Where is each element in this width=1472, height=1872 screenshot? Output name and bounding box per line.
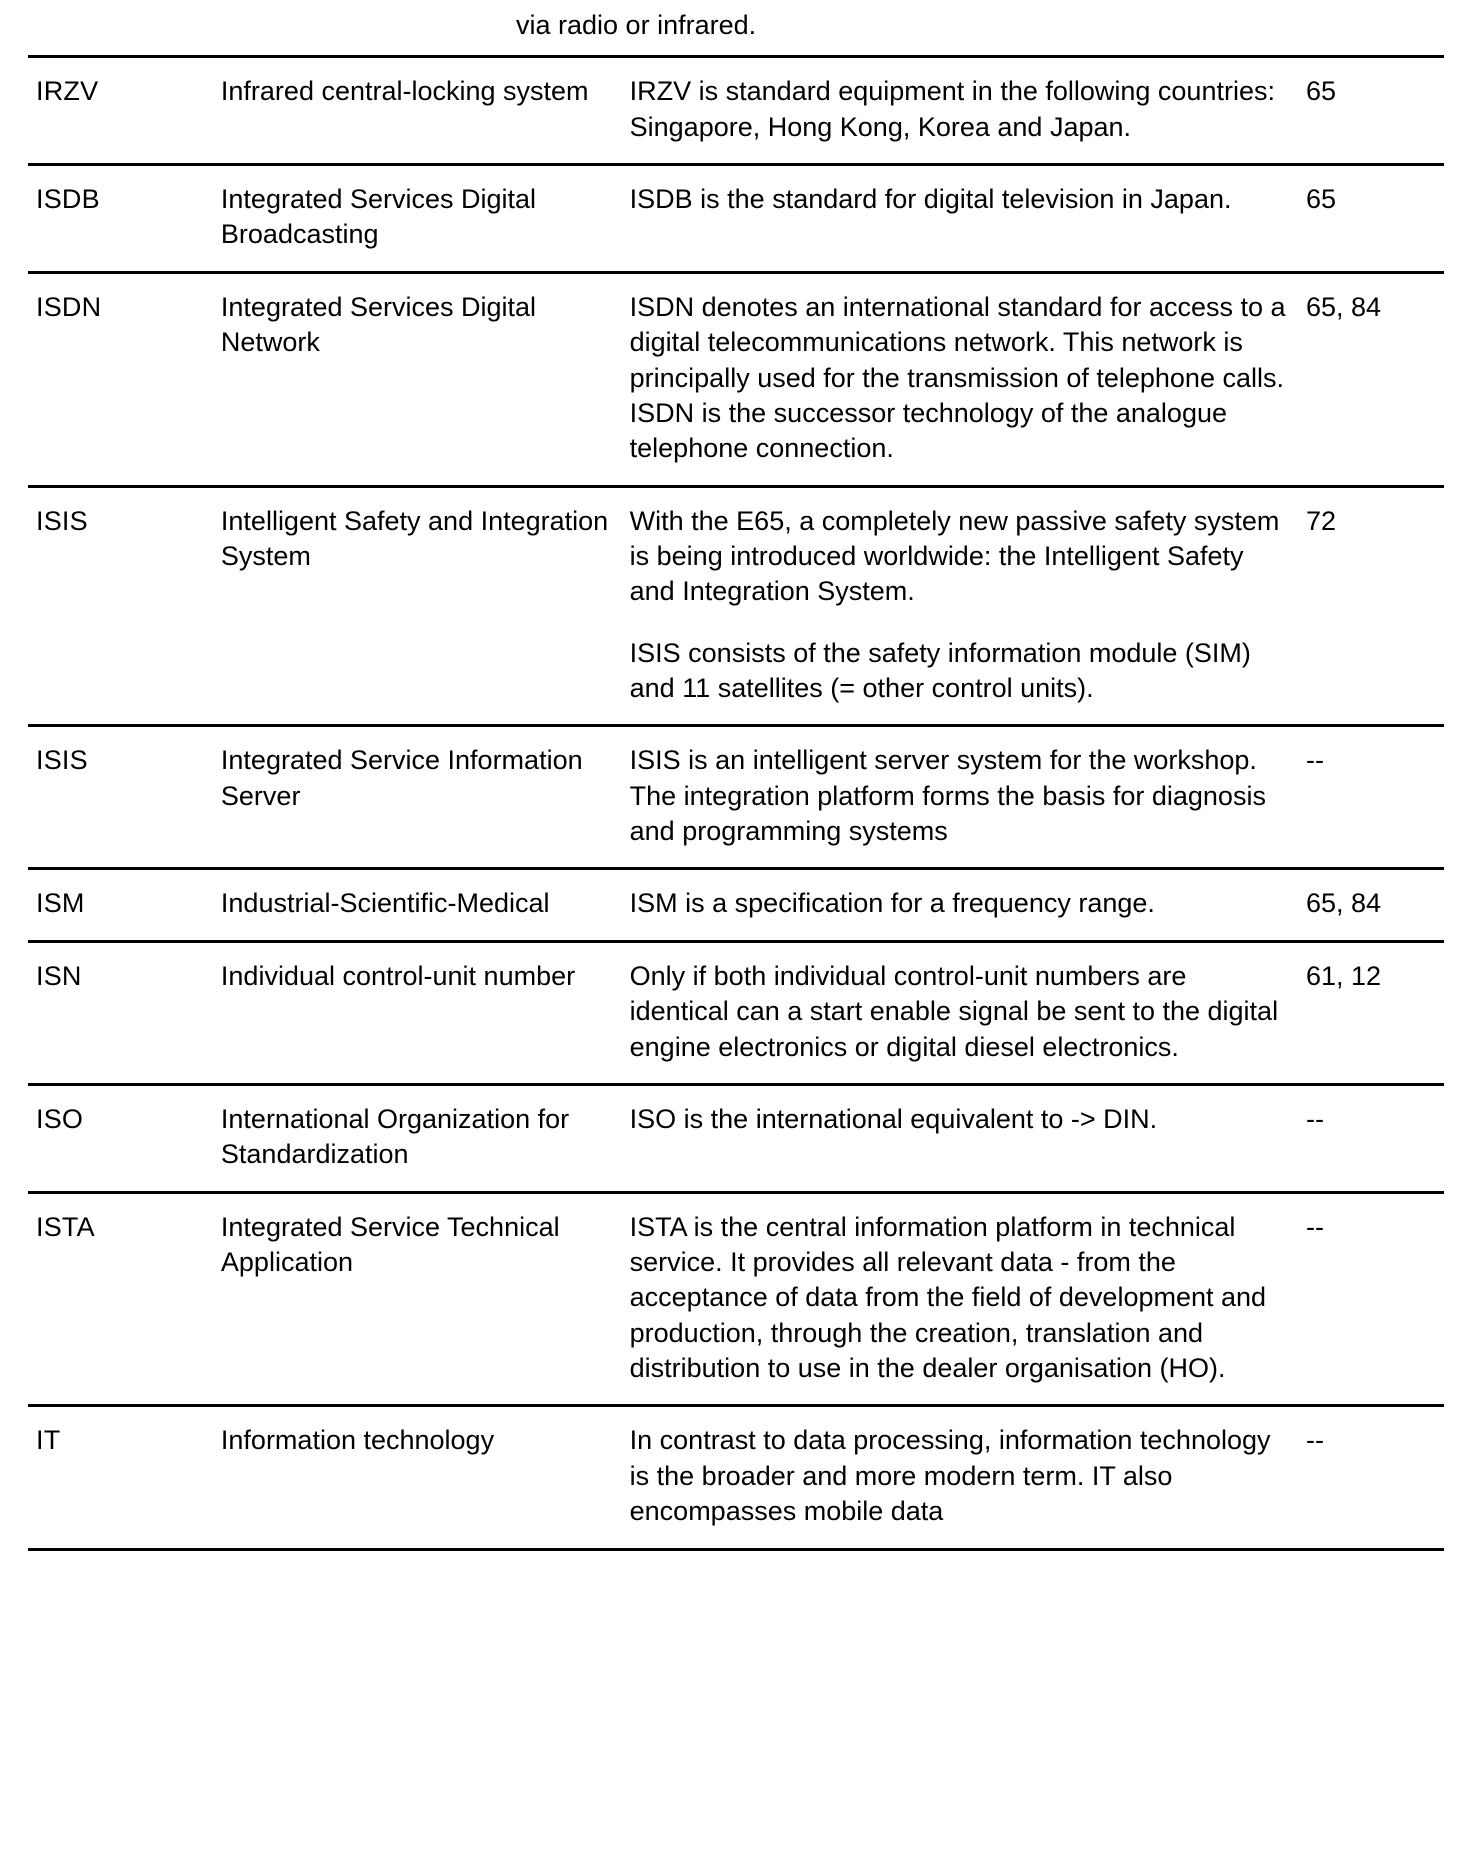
description-paragraph: Only if both individual control-unit numbers are identical can a start enable signal be sent to the digital engine electronics or digital diesel electronics. — [629, 960, 1279, 1062]
description-paragraph: With the E65, a completely new passive safety system is being introduced worldwide: the Intelligent Safety and Integration System. — [629, 505, 1280, 607]
glossary-table-body — [28, 58, 1444, 1549]
description-paragraph: ISDN denotes an international standard for access to a digital telecommunications network. This network is principally used for the transmission of telephone calls. ISDN is the successor technology of the analogue telephone connection. — [629, 291, 1286, 464]
description-paragraph: ISDB is the standard for digital television in Japan. — [629, 184, 1232, 215]
cell-term: Industrial-Scientific-Medical — [213, 869, 622, 941]
cell-pages: 65, 84 — [1298, 869, 1444, 941]
cell-description — [622, 869, 1298, 941]
cell-term: Infrared central-locking system — [213, 58, 622, 164]
cell-pages: 65 — [1298, 165, 1444, 273]
continued-paragraph-text: via radio or infrared. — [516, 10, 757, 40]
cell-description — [622, 1084, 1298, 1192]
table-row — [28, 165, 1444, 273]
cell-abbreviation: ISO — [28, 1084, 213, 1192]
cell-pages: 61, 12 — [1298, 941, 1444, 1084]
table-row — [28, 486, 1444, 726]
cell-description — [622, 272, 1298, 486]
cell-term: Integrated Services Digital Broadcasting — [213, 165, 622, 273]
cell-description — [622, 58, 1298, 164]
continued-paragraph-top — [28, 0, 1444, 58]
cell-term: Intelligent Safety and Integration System — [213, 486, 622, 726]
table-row — [28, 1406, 1444, 1549]
cell-abbreviation: ISDN — [28, 272, 213, 486]
description-paragraph: ISIS consists of the safety information module (SIM) and 11 satellites (= other control units). — [629, 637, 1251, 704]
cell-term: Integrated Service Technical Application — [213, 1192, 622, 1406]
cell-term: Integrated Services Digital Network — [213, 272, 622, 486]
table-row — [28, 58, 1444, 164]
cell-description — [622, 165, 1298, 273]
table-row — [28, 272, 1444, 486]
cell-description — [622, 726, 1298, 869]
cell-pages: 72 — [1298, 486, 1444, 726]
cell-pages: 65, 84 — [1298, 272, 1444, 486]
table-row — [28, 941, 1444, 1084]
cell-description — [622, 1192, 1298, 1406]
cell-abbreviation: ISN — [28, 941, 213, 1084]
cell-pages: -- — [1298, 1406, 1444, 1549]
cell-pages: -- — [1298, 1084, 1444, 1192]
cell-abbreviation: IT — [28, 1406, 213, 1549]
cell-pages: -- — [1298, 726, 1444, 869]
cell-term: International Organization for Standardization — [213, 1084, 622, 1192]
glossary-table — [28, 58, 1444, 1550]
description-paragraph: ISO is the international equivalent to -> DIN. — [629, 1103, 1158, 1134]
cell-pages: 65 — [1298, 58, 1444, 164]
cell-term: Information technology — [213, 1406, 622, 1549]
table-row — [28, 726, 1444, 869]
table-row — [28, 1084, 1444, 1192]
cell-abbreviation: IRZV — [28, 58, 213, 164]
cell-description — [622, 1406, 1298, 1549]
cell-abbreviation: ISM — [28, 869, 213, 941]
description-paragraph: ISM is a specification for a frequency range. — [629, 888, 1155, 919]
cell-description — [622, 941, 1298, 1084]
description-paragraph: ISIS is an intelligent server system for the workshop. The integration platform forms the basis for diagnosis and programming systems — [629, 745, 1266, 847]
description-paragraph: IRZV is standard equipment in the following countries: Singapore, Hong Kong, Korea and Japan. — [629, 76, 1275, 142]
cell-pages: -- — [1298, 1192, 1444, 1406]
table-row — [28, 869, 1444, 941]
cell-abbreviation: ISTA — [28, 1192, 213, 1406]
description-paragraph: In contrast to data processing, information technology is the broader and more modern term. IT also encompasses mobile data — [629, 1425, 1271, 1527]
cell-abbreviation: ISIS — [28, 486, 213, 726]
description-paragraph: ISTA is the central information platform in technical service. It provides all relevant data - from the acceptance of data from the field of development and production, through the creation, translation and distribution to use in the dealer organisation (HO). — [629, 1211, 1267, 1384]
cell-term: Individual control-unit number — [213, 941, 622, 1084]
table-row — [28, 1192, 1444, 1406]
cell-abbreviation: ISDB — [28, 165, 213, 273]
cell-term: Integrated Service Information Server — [213, 726, 622, 869]
cell-abbreviation: ISIS — [28, 726, 213, 869]
cell-description — [622, 486, 1298, 726]
